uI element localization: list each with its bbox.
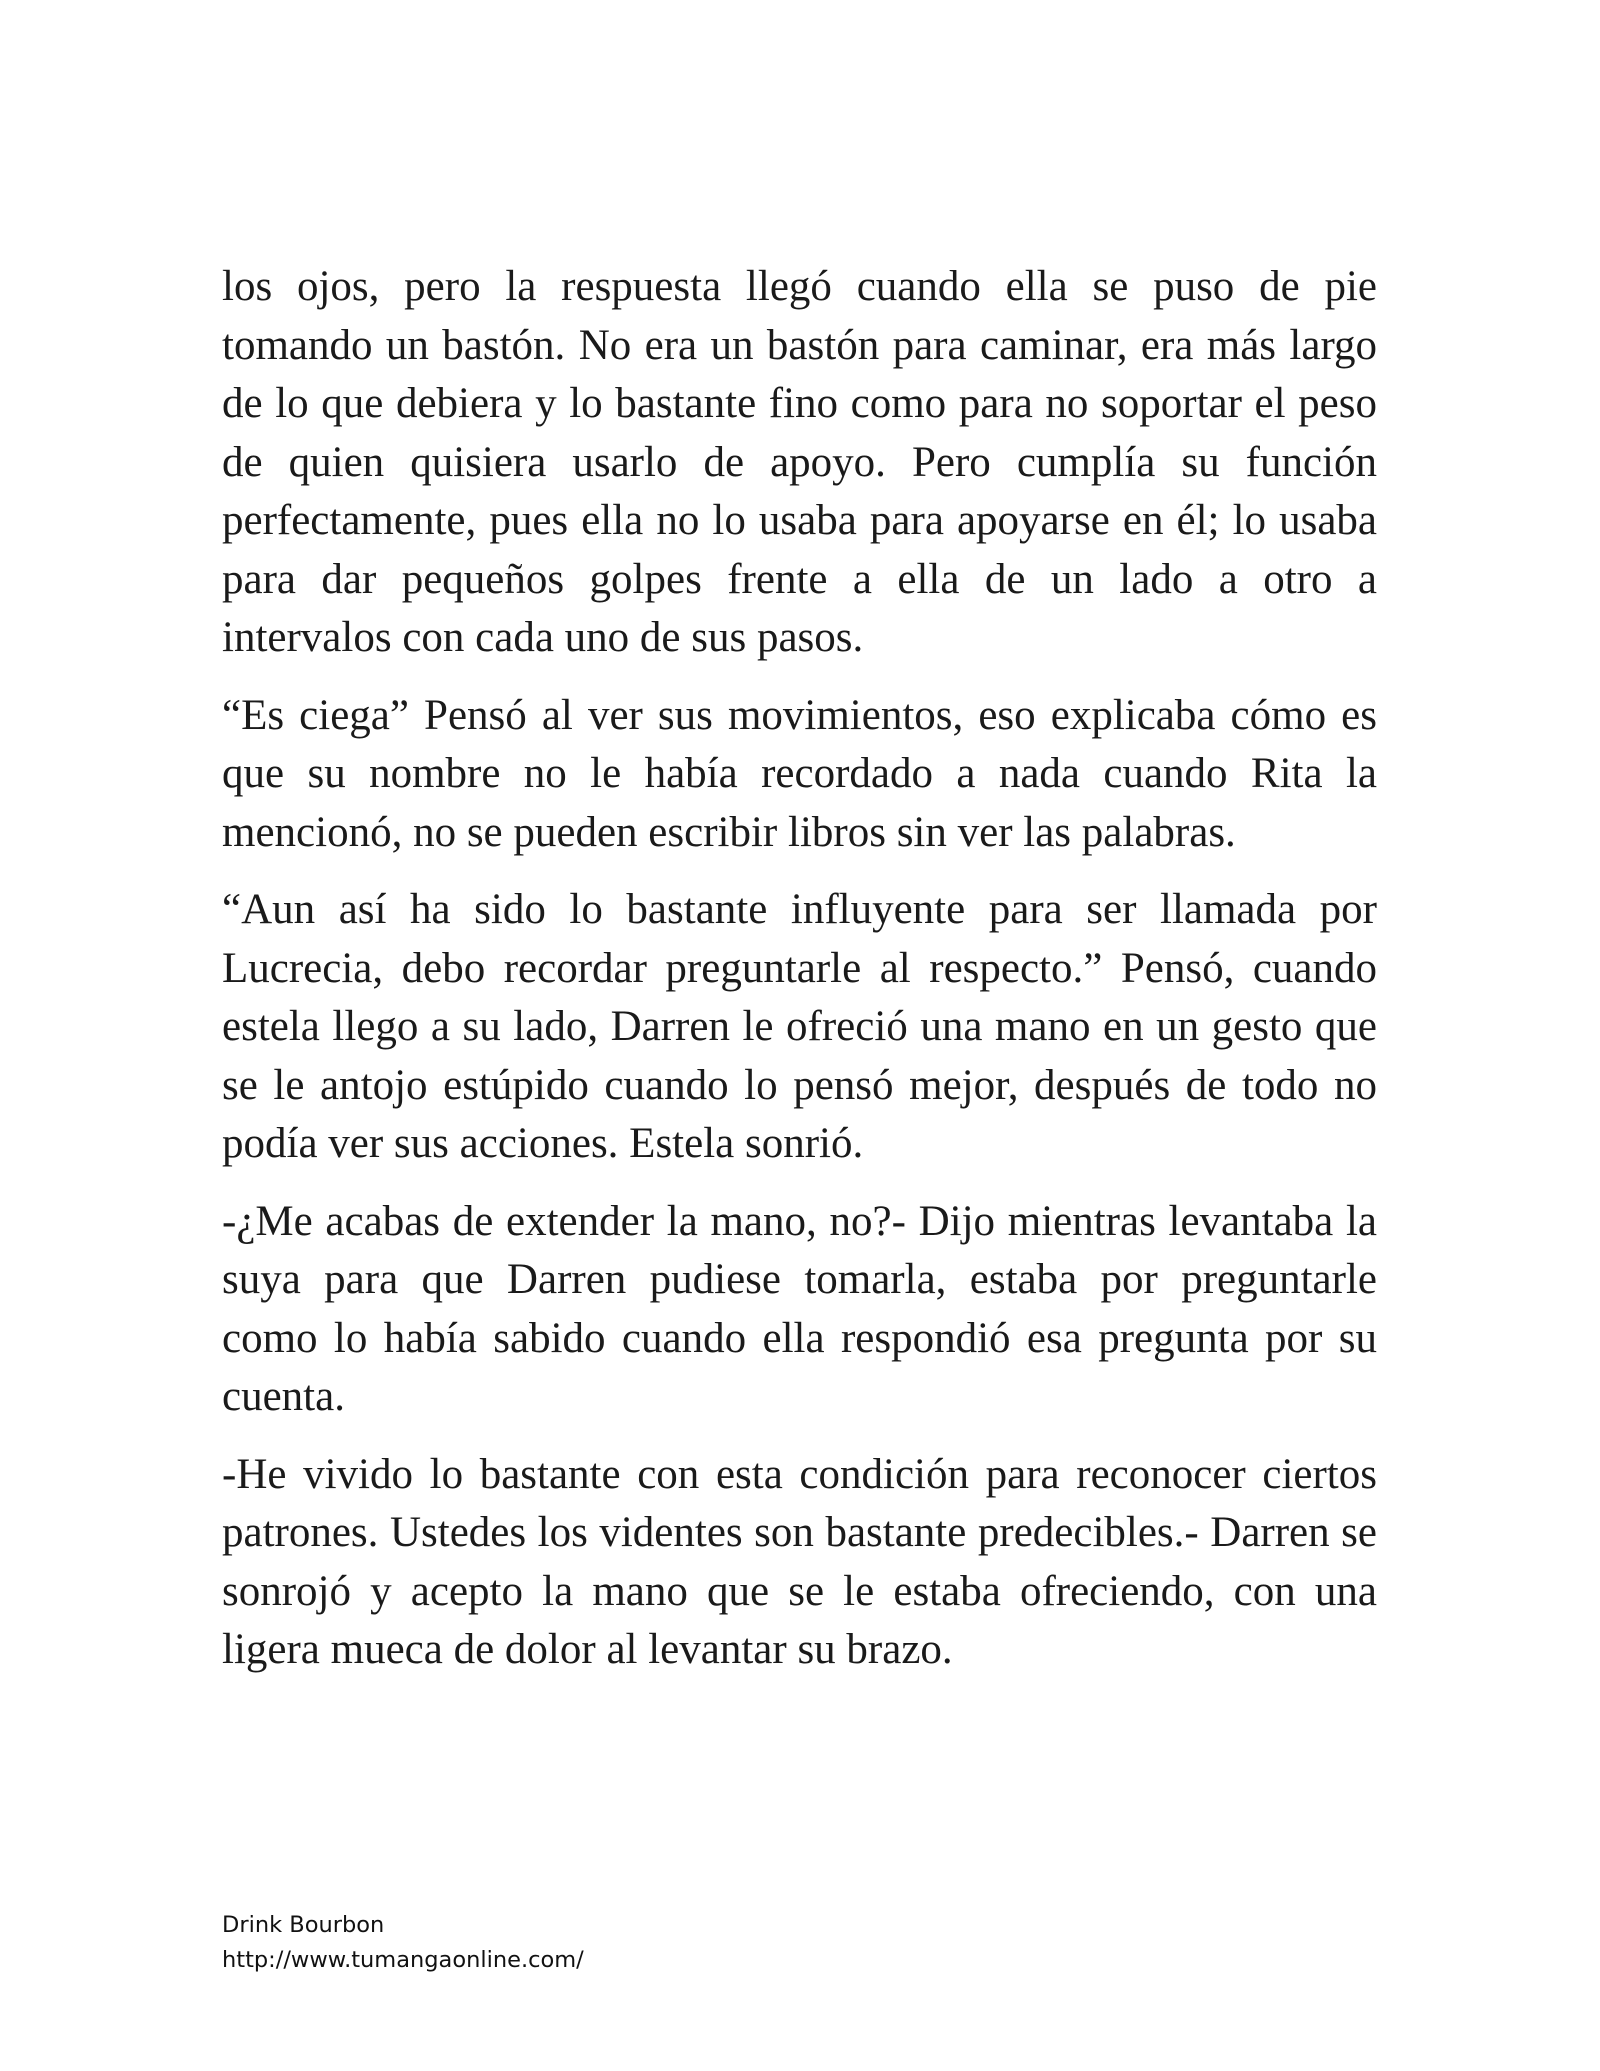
paragraph-5: -He vivido lo bastante con esta condición para reconocer ciertos patrones. Ustedes los videntes son bastante predecibles.- Darren se sonrojó y acepto la mano que se le estaba ofreciendo, con una ligera mueca de dolor al levantar su brazo. <box>222 1450 1377 1673</box>
paragraph-3: “Aun así ha sido lo bastante influyente para ser llamada por Lucrecia, debo recordar preguntarle al respecto.” Pensó, cuando estela llego a su lado, Darren le ofreció una mano en un gesto que se le antojo estúpido cuando lo pensó mejor, después de todo no podía ver sus acciones. Estela sonrió. <box>222 886 1377 1167</box>
paragraph-2: “Es ciega” Pensó al ver sus movimientos, eso explicaba cómo es que su nombre no le había recordado a nada cuando Rita la mencionó, no se pueden escribir libros sin ver las palabras. <box>222 691 1377 856</box>
footer-credit: Drink Bourbon <box>222 1912 385 1938</box>
footer <box>222 1908 584 1978</box>
paragraph-4: -¿Me acabas de extender la mano, no?- Dijo mientras levantaba la suya para que Darren pudiese tomarla, estaba por preguntarle como lo había sabido cuando ella respondió esa pregunta por su cuenta. <box>222 1197 1377 1420</box>
footer-url: http://www.tumangaonline.com/ <box>222 1947 584 1973</box>
body-text <box>222 258 1377 1699</box>
paragraph-1: los ojos, pero la respuesta llegó cuando ella se puso de pie tomando un bastón. No era un bastón para caminar, era más largo de lo que debiera y lo bastante fino como para no soportar el peso de quien quisiera usarlo de apoyo. Pero cumplía su función perfectamente, pues ella no lo usaba para apoyarse en él; lo usaba para dar pequeños golpes frente a ella de un lado a otro a intervalos con cada uno de sus pasos. <box>222 263 1377 661</box>
